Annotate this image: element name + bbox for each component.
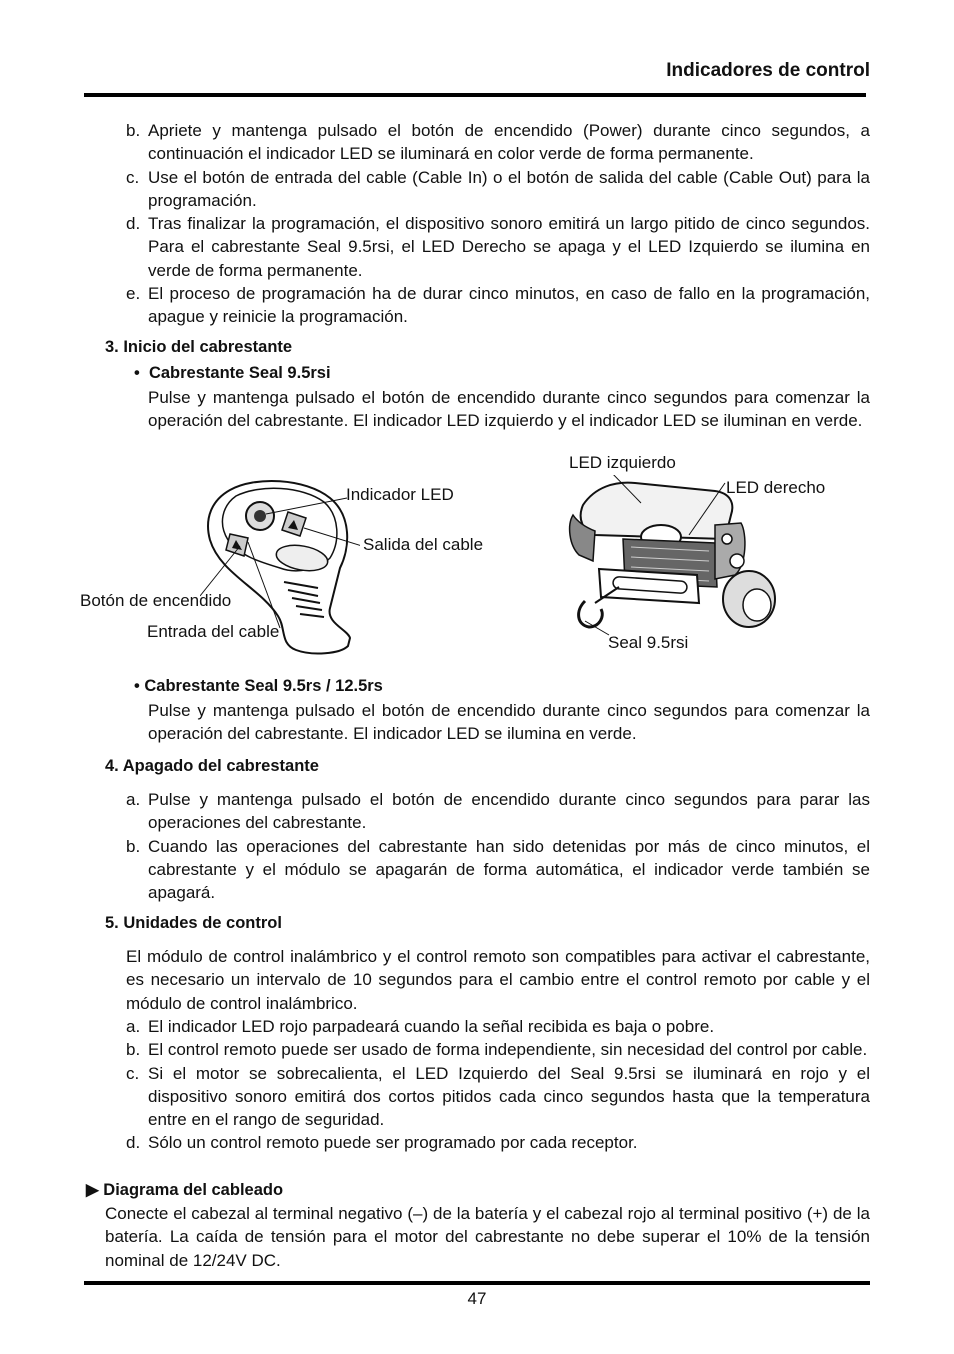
list-text: Tras finalizar la programación, el dispositivo sonoro emitirá un largo pitido de cinco segundos. Para el cabrestante Seal 9.5rsi, el LED Derecho se apaga y el LED Izquierdo se ilumina en verde de forma permanente.: [148, 214, 870, 280]
list-marker: e.: [126, 284, 141, 304]
list-text: Apriete y mantenga pulsado el botón de encendido (Power) durante cinco segundos, a continuación el indicador LED se iluminará en color verde de forma permanente.: [148, 121, 870, 164]
list-item: [126, 1038, 870, 1061]
footer-rule: [84, 1281, 870, 1285]
label-boton-encendido: Botón de encendido: [80, 591, 232, 610]
list-marker: b.: [126, 836, 141, 856]
list-marker: c.: [126, 1063, 140, 1083]
list-item: [126, 166, 870, 213]
list-item: [126, 212, 870, 282]
list-item: [126, 788, 870, 835]
list-text: El indicador LED rojo parpadeará cuando la señal recibida es baja o pobre.: [148, 1017, 715, 1036]
label-salida-cable: Salida del cable: [363, 535, 484, 554]
label-seal-model: Seal 9.5rsi: [608, 633, 689, 652]
section-4-heading: 4. Apagado del cabrestante: [105, 757, 319, 775]
bullet-symbol: •: [134, 364, 140, 382]
page-header-title: Indicadores de control: [666, 60, 870, 81]
shutdown-list: [126, 788, 870, 904]
bullet-seal-95rs-title: [134, 677, 383, 696]
list-text: Use el botón de entrada del cable (Cable In) o el botón de salida del cable (Cable Out) para la programación.: [148, 167, 870, 210]
winch-seal-95rsi-illustration: [565, 475, 780, 645]
section-5-intro: El módulo de control inalámbrico y el control remoto son compatibles para activar el cabrestante, es necesario un intervalo de 10 segundos para el cambio entre el control remoto por cable y el módulo de control inalámbrico.: [126, 947, 870, 1013]
page-number: 47: [467, 1289, 487, 1308]
label-led-izquierdo: LED izquierdo: [569, 453, 676, 472]
list-item: [126, 282, 870, 329]
section-3-heading: 3. Inicio del cabrestante: [105, 338, 293, 356]
label-led-derecho: LED derecho: [726, 478, 826, 497]
bullet-seal-95rsi-title: [134, 364, 331, 383]
list-marker: b.: [126, 1040, 141, 1060]
list-marker: d.: [126, 214, 141, 234]
list-text: El proceso de programación ha de durar cinco minutos, en caso de fallo en la programación, apague y reinicie la programación.: [148, 284, 870, 327]
list-marker: d.: [126, 1133, 141, 1153]
list-item: [126, 1131, 870, 1154]
bullet-seal-95rsi-text: Pulse y mantenga pulsado el botón de encendido durante cinco segundos para comenzar la operación del cabrestante. El indicador LED izquierdo y el indicador LED se iluminan en verde.: [148, 388, 870, 431]
list-text: Pulse y mantenga pulsado el botón de encendido durante cinco segundos para parar las operaciones del cabrestante.: [148, 790, 870, 833]
list-marker: a.: [126, 790, 141, 809]
list-text: Cuando las operaciones del cabrestante han sido detenidas por más de cinco minutos, el cabrestante y el módulo se apagarán de forma automática, el indicador verde también se apagará.: [148, 836, 870, 903]
bullet-title: Cabrestante Seal 9.5rs / 12.5rs: [144, 677, 383, 695]
bullet-symbol: •: [134, 677, 140, 695]
list-text: Si el motor se sobrecalienta, el LED Izquierdo del Seal 9.5rsi se iluminará en rojo y el dispositivo sonoro emitirá dos cortos pitidos cada cinco segundos hasta que la temperatura entre en el rango de seguridad.: [148, 1063, 870, 1130]
wiring-heading-text: Diagrama del cableado: [103, 1181, 284, 1199]
list-item: [126, 119, 870, 166]
list-marker: b.: [126, 121, 141, 140]
label-indicador-led: Indicador LED: [346, 485, 454, 504]
label-entrada-cable: Entrada del cable: [147, 622, 280, 641]
section-5-heading: 5. Unidades de control: [105, 914, 282, 932]
list-marker: a.: [126, 1017, 141, 1036]
control-units-list: [126, 1015, 870, 1155]
wiring-text: Conecte el cabezal al terminal negativo (–) de la batería y el cabezal rojo al terminal positivo (+) de la batería. La caída de tensión para el motor del cabrestante no debe superar el 10% de la tensión nominal de 12/24V DC.: [105, 1204, 870, 1270]
list-text: El control remoto puede ser usado de forma independiente, sin necesidad del control por cable.: [148, 1040, 868, 1060]
list-item: [126, 1062, 870, 1132]
list-item: [126, 835, 870, 905]
bullet-title: Cabrestante Seal 9.5rsi: [148, 364, 331, 382]
programming-steps-list: [126, 119, 870, 329]
triangle-right-icon: ▶: [86, 1181, 99, 1199]
list-text: Sólo un control remoto puede ser programado por cada receptor.: [148, 1133, 638, 1153]
header-rule: [84, 93, 866, 97]
wiring-heading: [86, 1180, 283, 1200]
list-marker: c.: [126, 167, 140, 187]
bullet-seal-95rs-text: Pulse y mantenga pulsado el botón de encendido durante cinco segundos para comenzar la operación del cabrestante. El indicador LED se ilumina en verde.: [148, 701, 870, 744]
list-item: [126, 1015, 870, 1038]
